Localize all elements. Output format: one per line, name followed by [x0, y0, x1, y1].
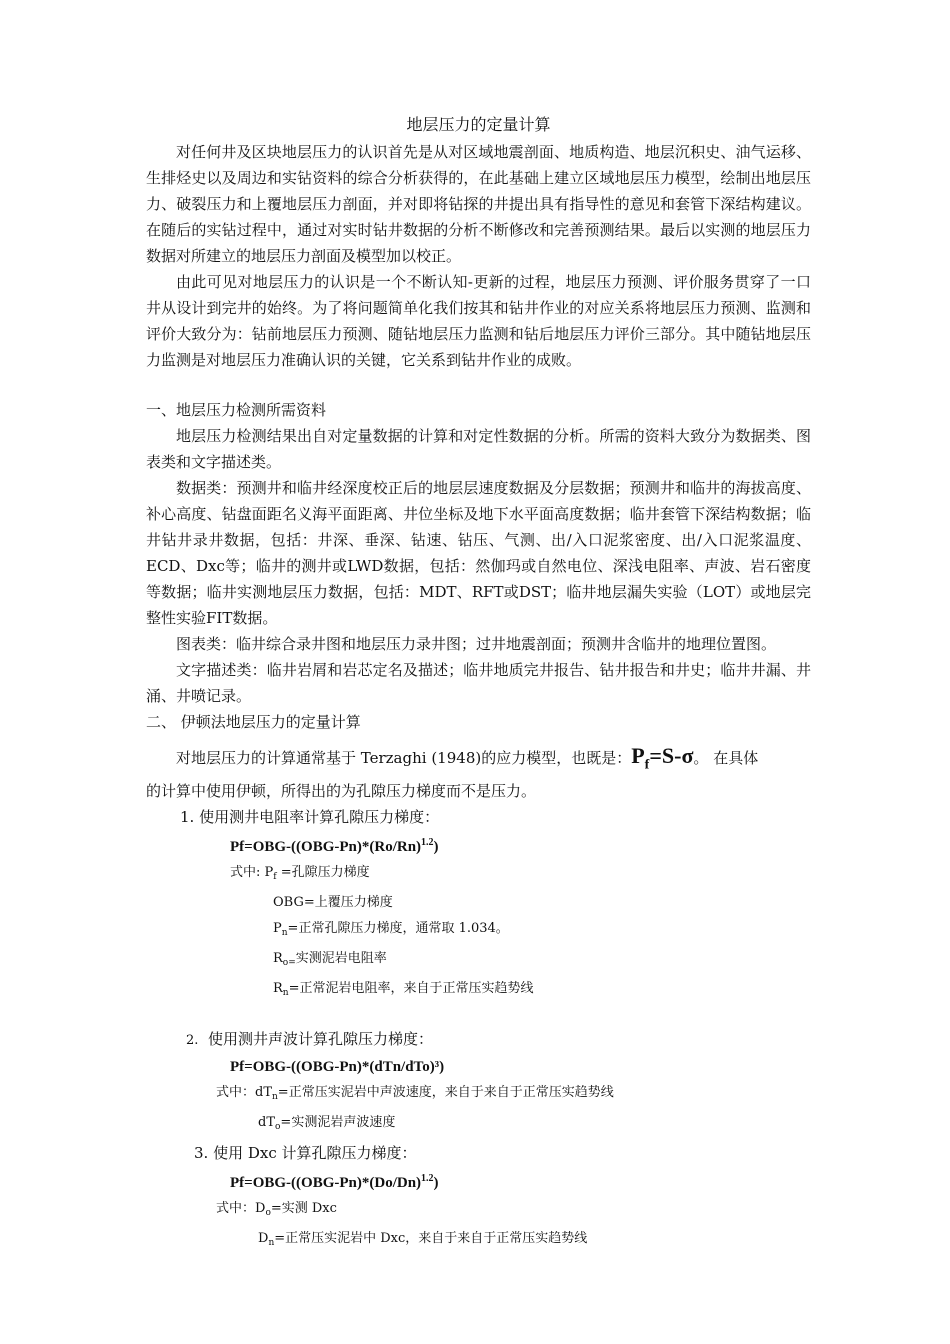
- method-2-formula: Pf=OBG-((OBG-Pn)*(dTn/dTo)³): [230, 1059, 445, 1076]
- method-1-where-obg: OBG=上覆压力梯度: [273, 895, 393, 911]
- terzaghi-formula: $P_f=S-\sigma$: [631, 743, 694, 773]
- method-2-title: 2. 使用测井声波计算孔隙压力梯度：: [186, 1030, 433, 1049]
- method-1-where-pf: 式中: $P_f$ =孔隙压力梯度: [230, 865, 370, 883]
- method-1-formula: $Pf=OBG-((OBG-Pn)*(Ro/Rn)^{1.2})$: [230, 837, 439, 856]
- method-3-title: 3. 使用 Dxc 计算孔隙压力梯度：: [194, 1144, 417, 1163]
- document-page: [146, 113, 811, 1256]
- section-1-data-paragraph: 数据类：预测井和临井经深度校正后的地层层速度数据及分层数据；预测井和临井的海拔高度、补心高度、钻盘面距名义海平面距离、井位坐标及地下水平面高度数据；临井套管下深结构数据；临井钻井录井数据，包括：井深、垂深、钻速、钻压、气测、出/入口泥浆密度、出/入口泥浆温度、ECD、Dxc等；临井的测井或LWD数据，包括：然伽玛或自然电位、深浅电阻率、声波、岩石密度等数据；临井实测地层压力数据，包括：MDT、RFT或DST；临井地层漏失实验（LOT）或地层完整性实验FIT数据。: [146, 479, 811, 627]
- intro-paragraph-1: 对任何井及区块地层压力的认识首先是从对区域地震剖面、地质构造、地层沉积史、油气运移、生排烃史以及周边和实钻资料的综合分析获得的，在此基础上建立区域地层压力模型，绘制出地层压力、破裂压力和上覆地层压力剖面，并对即将钻探的井提出具有指导性的意见和套管下深结构建议。在随后的实钻过程中，通过对实时钻井数据的分析不断修改和完善预测结果。最后以实测的地层压力数据对所建立的地层压力剖面及模型加以校正。: [146, 143, 811, 265]
- document-title: 地层压力的定量计算: [406, 115, 551, 134]
- method-1-where-pn: $P_n=$正常孔隙压力梯度，通常取 1.034。: [273, 921, 509, 939]
- spacer: [146, 373, 811, 397]
- method-1-title: 1. 使用测井电阻率计算孔隙压力梯度：: [180, 808, 440, 827]
- method-1-where-rn: $R_n=$正常泥岩电阻率，来自于正常压实趋势线: [273, 981, 534, 999]
- method-2-where-dto: $dT_o=$实测泥岩声波速度: [258, 1115, 396, 1133]
- spacer: [146, 1006, 811, 1026]
- terzaghi-lead-text: 对地层压力的计算通常基于 Terzaghi (1948)的应力模型，也既是：: [176, 749, 632, 767]
- method-1-where-ro: $R_{o=}$实测泥岩电阻率: [273, 951, 387, 969]
- method-3-where-do: 式中：$D_o=$实测 Dxc: [216, 1201, 337, 1219]
- terzaghi-trail-text: 。 在具体: [693, 749, 759, 767]
- method-2-where-dtn: 式中：$dT_n=$正常压实泥岩中声波速度，来自于来自于正常压实趋势线: [216, 1085, 614, 1103]
- section-2-heading: 二、 伊顿法地层压力的定量计算: [146, 713, 361, 731]
- section-1-text-paragraph: 文字描述类：临井岩屑和岩芯定名及描述；临井地质完井报告、钻井报告和井史；临井井漏、井涌、井喷记录。: [146, 661, 811, 705]
- method-3-formula: $Pf=OBG-((OBG-Pn)*(Do/Dn)^{1.2})$: [230, 1173, 439, 1192]
- section-1-chart-paragraph: 图表类：临井综合录井图和地层压力录井图；过井地震剖面；预测井含临井的地理位置图。: [176, 635, 777, 653]
- terzaghi-model-line: [146, 743, 811, 778]
- terzaghi-continuation: 的计算中使用伊顿，所得出的为孔隙压力梯度而不是压力。: [146, 782, 537, 801]
- intro-paragraph-2: 由此可见对地层压力的认识是一个不断认知-更新的过程，地层压力预测、评价服务贯穿了一口井从设计到完井的始终。为了将问题简单化我们按其和钻井作业的对应关系将地层压力预测、监测和评价大致分为：钻前地层压力预测、随钻地层压力监测和钻后地层压力评价三部分。其中随钻地层压力监测是对地层压力准确认识的关键，它关系到钻井作业的成败。: [146, 273, 811, 369]
- section-1-heading: 一、地层压力检测所需资料: [146, 401, 327, 419]
- section-1-paragraph-1: 地层压力检测结果出自对定量数据的计算和对定性数据的分析。所需的资料大致分为数据类、图表类和文字描述类。: [146, 427, 811, 471]
- method-3-where-dn: $D_n=$正常压实泥岩中 Dxc，来自于来自于正常压实趋势线: [258, 1231, 588, 1249]
